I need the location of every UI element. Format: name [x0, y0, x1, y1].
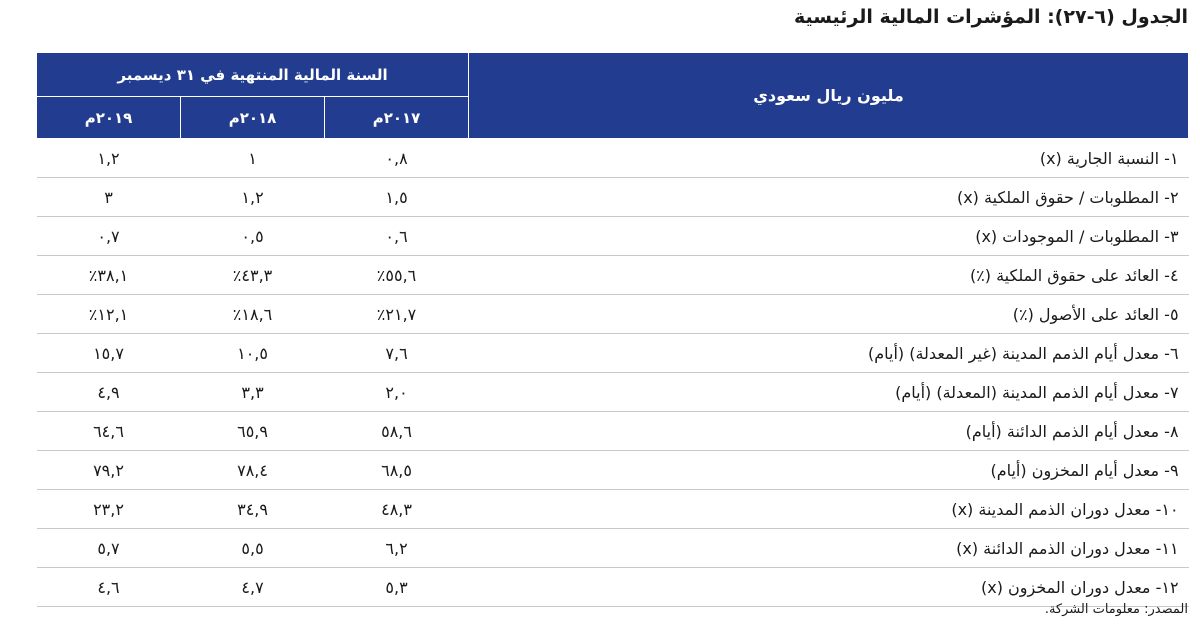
- value-2019: ٤,٩: [37, 373, 181, 412]
- row-label: ٧- معدل أيام الذمم المدينة (المعدلة) (أيام): [469, 373, 1189, 412]
- table-row: [37, 217, 1189, 256]
- value-2017: ٠,٨: [325, 139, 469, 178]
- year-header-2018: ٢٠١٨م: [181, 97, 325, 139]
- table-row: [37, 334, 1189, 373]
- row-label: ٣- المطلوبات / الموجودات (x): [469, 217, 1189, 256]
- value-2018: ١٨,٦٪: [181, 295, 325, 334]
- value-2017: ٦٨,٥: [325, 451, 469, 490]
- label-column-header: مليون ريال سعودي: [469, 53, 1189, 139]
- row-label: ٨- معدل أيام الذمم الدائنة (أيام): [469, 412, 1189, 451]
- table-row: [37, 295, 1189, 334]
- header-row-group: [37, 53, 1189, 97]
- value-2019: ٣: [37, 178, 181, 217]
- table-row: [37, 373, 1189, 412]
- value-2018: ٠,٥: [181, 217, 325, 256]
- row-label: ١٢- معدل دوران المخزون (x): [469, 568, 1189, 607]
- table-row: [37, 490, 1189, 529]
- value-2017: ٢١,٧٪: [325, 295, 469, 334]
- value-2018: ٣,٣: [181, 373, 325, 412]
- year-header-2017: ٢٠١٧م: [325, 97, 469, 139]
- financial-indicators-table: [36, 52, 1189, 607]
- row-label: ٦- معدل أيام الذمم المدينة (غير المعدلة) (أيام): [469, 334, 1189, 373]
- table-row: [37, 412, 1189, 451]
- row-label: ١١- معدل دوران الذمم الدائنة (x): [469, 529, 1189, 568]
- table-row: [37, 568, 1189, 607]
- value-2018: ٣٤,٩: [181, 490, 325, 529]
- value-2018: ٤٣,٣٪: [181, 256, 325, 295]
- value-2019: ٥,٧: [37, 529, 181, 568]
- value-2019: ١٥,٧: [37, 334, 181, 373]
- table-row: [37, 256, 1189, 295]
- table-title: الجدول (٦-٢٧): المؤشرات المالية الرئيسية: [793, 6, 1188, 28]
- value-2017: ٥٥,٦٪: [325, 256, 469, 295]
- value-2019: ٦٤,٦: [37, 412, 181, 451]
- value-2018: ١٠,٥: [181, 334, 325, 373]
- row-label: ٢- المطلوبات / حقوق الملكية (x): [469, 178, 1189, 217]
- value-2017: ٥,٣: [325, 568, 469, 607]
- value-2017: ٤٨,٣: [325, 490, 469, 529]
- value-2017: ٠,٦: [325, 217, 469, 256]
- value-2019: ٢٣,٢: [37, 490, 181, 529]
- year-header-2019: ٢٠١٩م: [37, 97, 181, 139]
- table-row: [37, 139, 1189, 178]
- value-2017: ٢,٠: [325, 373, 469, 412]
- value-2019: ٤,٦: [37, 568, 181, 607]
- value-2018: ١: [181, 139, 325, 178]
- row-label: ١٠- معدل دوران الذمم المدينة (x): [469, 490, 1189, 529]
- value-2019: ٠,٧: [37, 217, 181, 256]
- value-2019: ١,٢: [37, 139, 181, 178]
- value-2018: ١,٢: [181, 178, 325, 217]
- table-row: [37, 529, 1189, 568]
- value-2017: ١,٥: [325, 178, 469, 217]
- row-label: ٥- العائد على الأصول (٪): [469, 295, 1189, 334]
- value-2017: ٧,٦: [325, 334, 469, 373]
- value-2018: ٦٥,٩: [181, 412, 325, 451]
- row-label: ٩- معدل أيام المخزون (أيام): [469, 451, 1189, 490]
- value-2017: ٥٨,٦: [325, 412, 469, 451]
- row-label: ٤- العائد على حقوق الملكية (٪): [469, 256, 1189, 295]
- row-label: ١- النسبة الجارية (x): [469, 139, 1189, 178]
- value-2018: ٤,٧: [181, 568, 325, 607]
- value-2019: ٧٩,٢: [37, 451, 181, 490]
- value-2017: ٦,٢: [325, 529, 469, 568]
- table-row: [37, 178, 1189, 217]
- fiscal-year-group-header: السنة المالية المنتهية في ٣١ ديسمبر: [37, 53, 469, 97]
- value-2018: ٥,٥: [181, 529, 325, 568]
- value-2019: ٣٨,١٪: [37, 256, 181, 295]
- value-2019: ١٢,١٪: [37, 295, 181, 334]
- value-2018: ٧٨,٤: [181, 451, 325, 490]
- source-note: المصدر: معلومات الشركة.: [1044, 602, 1188, 617]
- table-row: [37, 451, 1189, 490]
